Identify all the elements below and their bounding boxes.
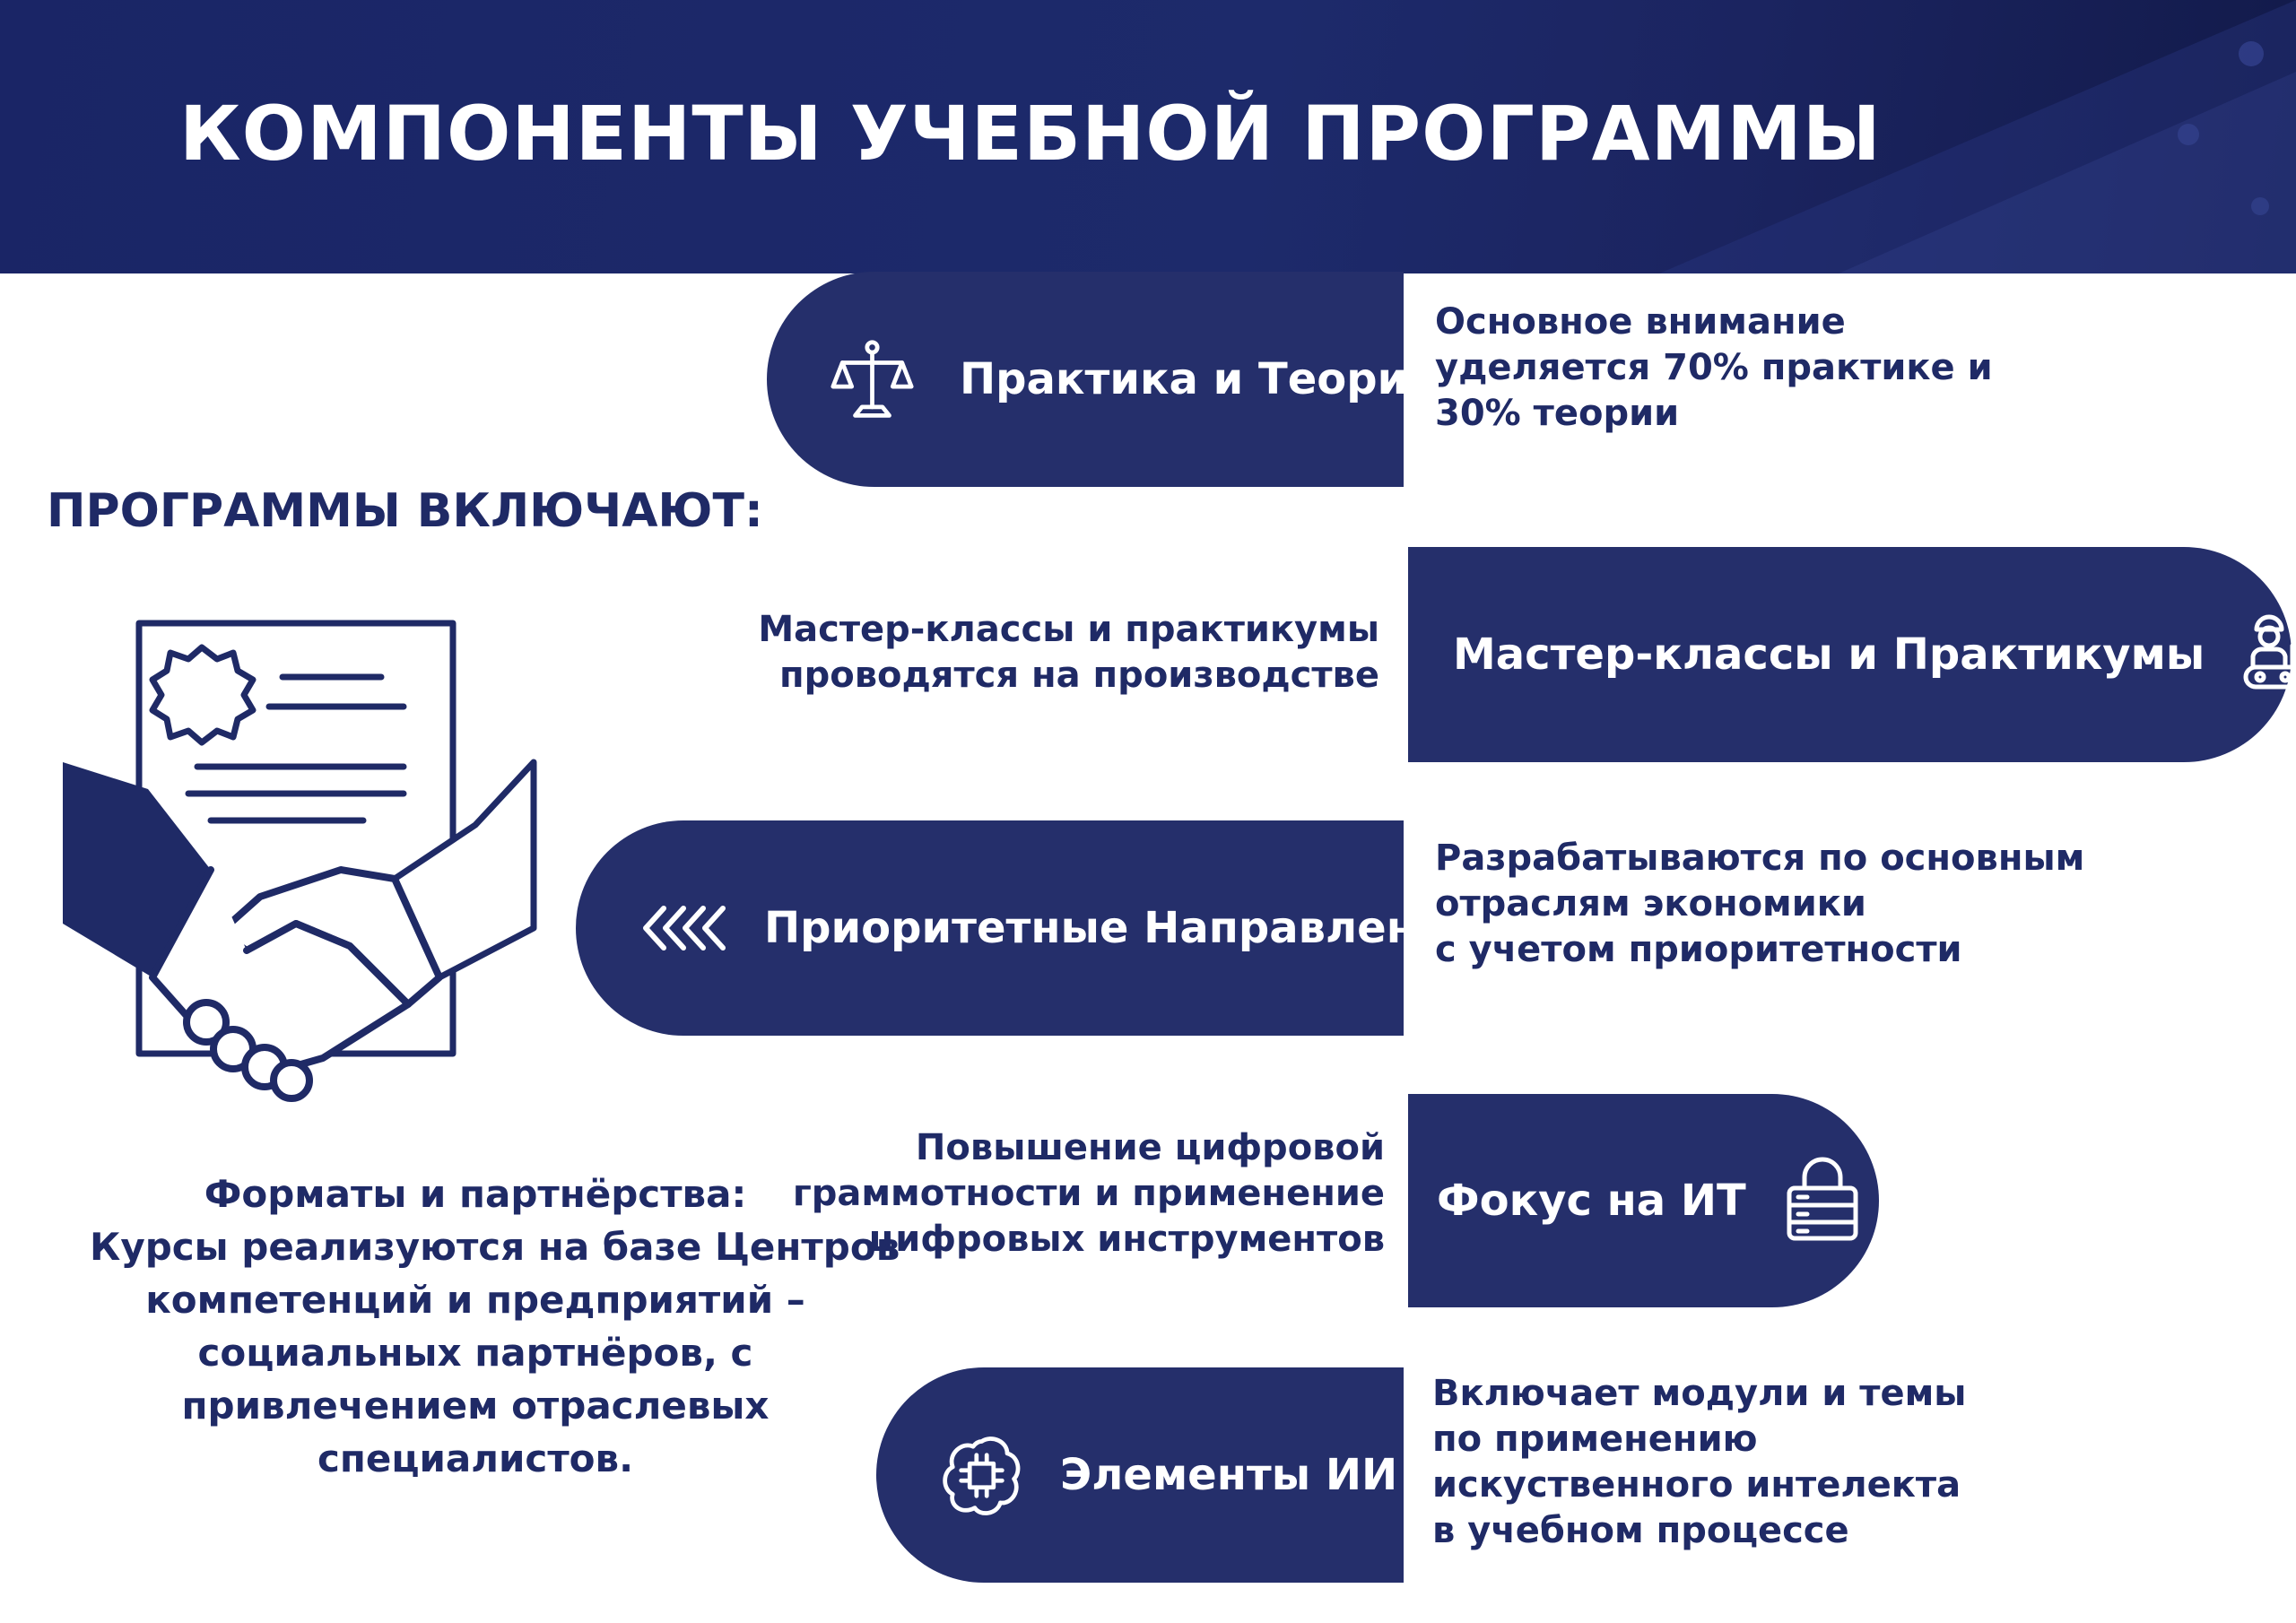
component-pill-ai-elements — [876, 1367, 1404, 1583]
component-description: Мастер-классы и практикумы проводятся на производстве — [758, 609, 1379, 696]
component-label: Элементы ИИ — [1060, 1450, 1398, 1500]
worker-conveyor-icon — [2240, 610, 2296, 699]
component-description: Включает модули и темы по применению искуственного интелекта в учебном процессе — [1432, 1373, 1967, 1551]
handshake-contract-icon — [54, 610, 556, 1112]
component-label: Мастер-классы и Практикумы — [1453, 629, 2205, 680]
component-pill-practice-theory — [767, 272, 1436, 487]
ai-chip-icon — [939, 1433, 1024, 1518]
component-description: Основное внимание уделяется 70% практике и 30% теории — [1435, 301, 1993, 434]
formats-partnerships-text: Форматы и партнёрства: Курсы реализуются на базе Центров компетенций и предприятий – социальных партнёров, с привлечением отраслевых специалистов. — [90, 1172, 900, 1480]
page-title: КОМПОНЕНТЫ УЧЕБНОЙ ПРОГРАММЫ — [179, 90, 1882, 178]
component-pill-masterclasses — [1408, 547, 2292, 762]
component-pill-priority-directions — [576, 820, 1474, 1036]
component-pill-it-focus — [1408, 1094, 1879, 1307]
header-banner — [0, 0, 2296, 273]
component-label: Фокус на ИТ — [1437, 1176, 1746, 1226]
server-lock-icon — [1782, 1156, 1863, 1245]
section-subtitle: ПРОГРАММЫ ВКЛЮЧАЮТ: — [47, 484, 763, 538]
component-label: Практика и Теория — [960, 354, 1436, 404]
component-label: Приоритетные Направления — [764, 903, 1474, 953]
component-description: Разрабатываются по основным отраслям экономики с учетом приоритетности — [1435, 838, 2085, 970]
chevrons-left-icon — [639, 901, 728, 955]
component-description: Повышение цифровой граммотности и применение цифровых инструментов — [792, 1127, 1385, 1260]
scales-icon — [830, 337, 915, 422]
